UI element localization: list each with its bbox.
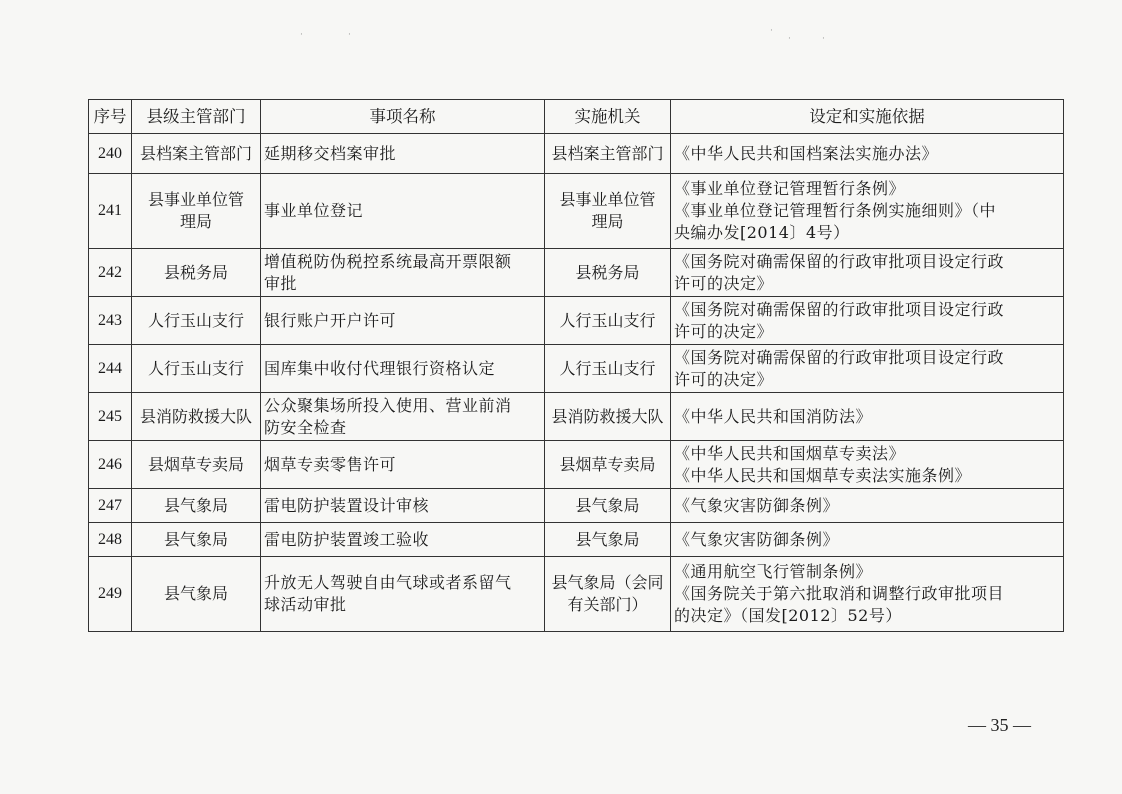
implementing-agency-line: 县气象局: [575, 495, 640, 515]
item-name-cell: [261, 134, 545, 174]
item-name-line: 审批: [264, 273, 298, 293]
implementing-agency-line: 人行玉山支行: [559, 358, 656, 378]
county-department-line: 县档案主管部门: [139, 143, 252, 163]
serial-number-cell: 240: [89, 134, 132, 174]
header-serial-number: 序号: [89, 100, 132, 134]
implementing-agency-line: 有关部门）: [567, 595, 648, 614]
header-item-name: 事项名称: [261, 100, 545, 134]
scan-speck: ·: [770, 26, 773, 36]
county-department-line: 理局: [179, 212, 212, 231]
legal-basis-cell: [671, 393, 1064, 441]
header-legal-basis: 设定和实施依据: [671, 100, 1064, 134]
legal-basis-line: 的决定》（国发[2012〕52号）: [674, 606, 902, 625]
legal-basis-cell: [671, 489, 1064, 523]
serial-number-cell: 243: [89, 297, 132, 345]
legal-basis-cell: [671, 134, 1064, 174]
serial-number-cell: 246: [89, 441, 132, 489]
county-department-cell: [132, 523, 261, 557]
scan-speck: ·: [788, 34, 791, 44]
table-header-row: [89, 100, 1064, 134]
table-row: [89, 441, 1064, 489]
county-department-cell: [132, 345, 261, 393]
item-name-line: 球活动审批: [264, 595, 347, 614]
county-department-cell: [132, 489, 261, 523]
item-name-line: 烟草专卖零售许可: [264, 454, 397, 474]
legal-basis-line: 《国务院对确需保留的行政审批项目设定行政: [674, 251, 1005, 271]
table-row: [89, 174, 1064, 249]
implementing-agency-cell: [545, 345, 671, 393]
county-department-cell: [132, 557, 261, 632]
legal-basis-line: 许可的决定》: [674, 321, 774, 341]
legal-basis-cell: [671, 345, 1064, 393]
scan-speck: ·: [300, 30, 303, 40]
table-row: [89, 393, 1064, 441]
legal-basis-line: 《通用航空飞行管制条例》: [674, 562, 873, 581]
item-name-line: 延期移交档案审批: [264, 143, 397, 163]
implementing-agency-cell: [545, 393, 671, 441]
item-name-line: 银行账户开户许可: [264, 310, 397, 330]
legal-basis-cell: [671, 557, 1064, 632]
implementing-agency-line: 人行玉山支行: [559, 310, 656, 330]
legal-basis-line: 《中华人民共和国烟草专卖法》: [674, 443, 906, 463]
county-department-cell: [132, 249, 261, 297]
table-row: [89, 557, 1064, 632]
county-department-cell: [132, 393, 261, 441]
legal-basis-cell: [671, 174, 1064, 249]
implementing-agency-line: 理局: [591, 212, 624, 231]
county-department-line: 人行玉山支行: [147, 310, 244, 330]
header-implementing-agency: 实施机关: [545, 100, 671, 134]
item-name-line: 事业单位登记: [264, 201, 364, 220]
table-row: [89, 523, 1064, 557]
implementing-agency-line: 县气象局（会同: [551, 573, 664, 592]
item-name-cell: [261, 557, 545, 632]
legal-basis-line: 许可的决定》: [674, 273, 774, 293]
item-name-cell: [261, 345, 545, 393]
serial-number-cell: 249: [89, 557, 132, 632]
legal-basis-line: 《中华人民共和国烟草专卖法实施条例》: [674, 465, 972, 485]
item-name-line: 升放无人驾驶自由气球或者系留气: [264, 573, 512, 592]
serial-number-cell: 244: [89, 345, 132, 393]
page-number: — 35 —: [968, 715, 1031, 735]
implementing-agency-cell: [545, 297, 671, 345]
county-department-cell: [132, 297, 261, 345]
item-name-cell: [261, 174, 545, 249]
legal-basis-line: 《气象灾害防御条例》: [674, 495, 840, 515]
implementing-agency-cell: [545, 174, 671, 249]
legal-basis-cell: [671, 523, 1064, 557]
scan-speck: ·: [822, 34, 825, 44]
implementing-agency-cell: [545, 134, 671, 174]
implementing-agency-line: 县事业单位管: [559, 190, 656, 209]
legal-basis-cell: [671, 297, 1064, 345]
item-name-line: 雷电防护装置设计审核: [264, 495, 430, 515]
legal-basis-cell: [671, 441, 1064, 489]
approval-items-table: [88, 99, 1064, 632]
county-department-cell: [132, 174, 261, 249]
county-department-cell: [132, 134, 261, 174]
implementing-agency-line: 县档案主管部门: [551, 143, 664, 163]
serial-number-cell: 245: [89, 393, 132, 441]
item-name-cell: [261, 297, 545, 345]
legal-basis-line: 央编办发[2014〕4号）: [674, 223, 850, 242]
county-department-line: 县消防救援大队: [139, 406, 252, 426]
county-department-line: 县气象局: [163, 495, 228, 515]
implementing-agency-line: 县烟草专卖局: [559, 454, 656, 474]
implementing-agency-cell: [545, 557, 671, 632]
implementing-agency-cell: [545, 441, 671, 489]
county-department-line: 县气象局: [163, 584, 228, 603]
table-body: [89, 134, 1064, 632]
county-department-cell: [132, 441, 261, 489]
implementing-agency-line: 县气象局: [575, 529, 640, 549]
item-name-cell: [261, 523, 545, 557]
implementing-agency-cell: [545, 523, 671, 557]
legal-basis-line: 《中华人民共和国消防法》: [674, 406, 873, 426]
item-name-line: 国库集中收付代理银行资格认定: [264, 358, 496, 378]
item-name-line: 增值税防伪税控系统最高开票限额: [264, 251, 512, 271]
table-row: [89, 489, 1064, 523]
legal-basis-line: 《国务院关于第六批取消和调整行政审批项目: [674, 584, 1005, 603]
table-row: [89, 345, 1064, 393]
item-name-cell: [261, 489, 545, 523]
legal-basis-line: 《事业单位登记管理暂行条例实施细则》（中: [674, 201, 997, 220]
item-name-line: 防安全检查: [264, 417, 347, 437]
legal-basis-cell: [671, 249, 1064, 297]
legal-basis-line: 许可的决定》: [674, 369, 774, 389]
county-department-line: 县税务局: [163, 262, 228, 282]
item-name-cell: [261, 249, 545, 297]
table-row: [89, 249, 1064, 297]
table-row: [89, 297, 1064, 345]
implementing-agency-cell: [545, 249, 671, 297]
serial-number-cell: 248: [89, 523, 132, 557]
legal-basis-line: 《国务院对确需保留的行政审批项目设定行政: [674, 299, 1005, 319]
table-row: [89, 134, 1064, 174]
serial-number-cell: 242: [89, 249, 132, 297]
county-department-line: 县气象局: [163, 529, 228, 549]
legal-basis-line: 《事业单位登记管理暂行条例》: [674, 179, 906, 198]
implementing-agency-line: 县消防救援大队: [551, 406, 664, 426]
legal-basis-line: 《气象灾害防御条例》: [674, 529, 840, 549]
implementing-agency-cell: [545, 489, 671, 523]
county-department-line: 县烟草专卖局: [147, 454, 244, 474]
scan-speck: ·: [348, 30, 351, 40]
serial-number-cell: 247: [89, 489, 132, 523]
legal-basis-line: 《国务院对确需保留的行政审批项目设定行政: [674, 347, 1005, 367]
item-name-line: 雷电防护装置竣工验收: [264, 529, 430, 549]
item-name-line: 公众聚集场所投入使用、营业前消: [264, 395, 512, 415]
implementing-agency-line: 县税务局: [575, 262, 640, 282]
header-county-department: 县级主管部门: [132, 100, 261, 134]
item-name-cell: [261, 441, 545, 489]
county-department-line: 县事业单位管: [147, 190, 244, 209]
serial-number-cell: 241: [89, 174, 132, 249]
county-department-line: 人行玉山支行: [147, 358, 244, 378]
item-name-cell: [261, 393, 545, 441]
legal-basis-line: 《中华人民共和国档案法实施办法》: [674, 143, 939, 163]
